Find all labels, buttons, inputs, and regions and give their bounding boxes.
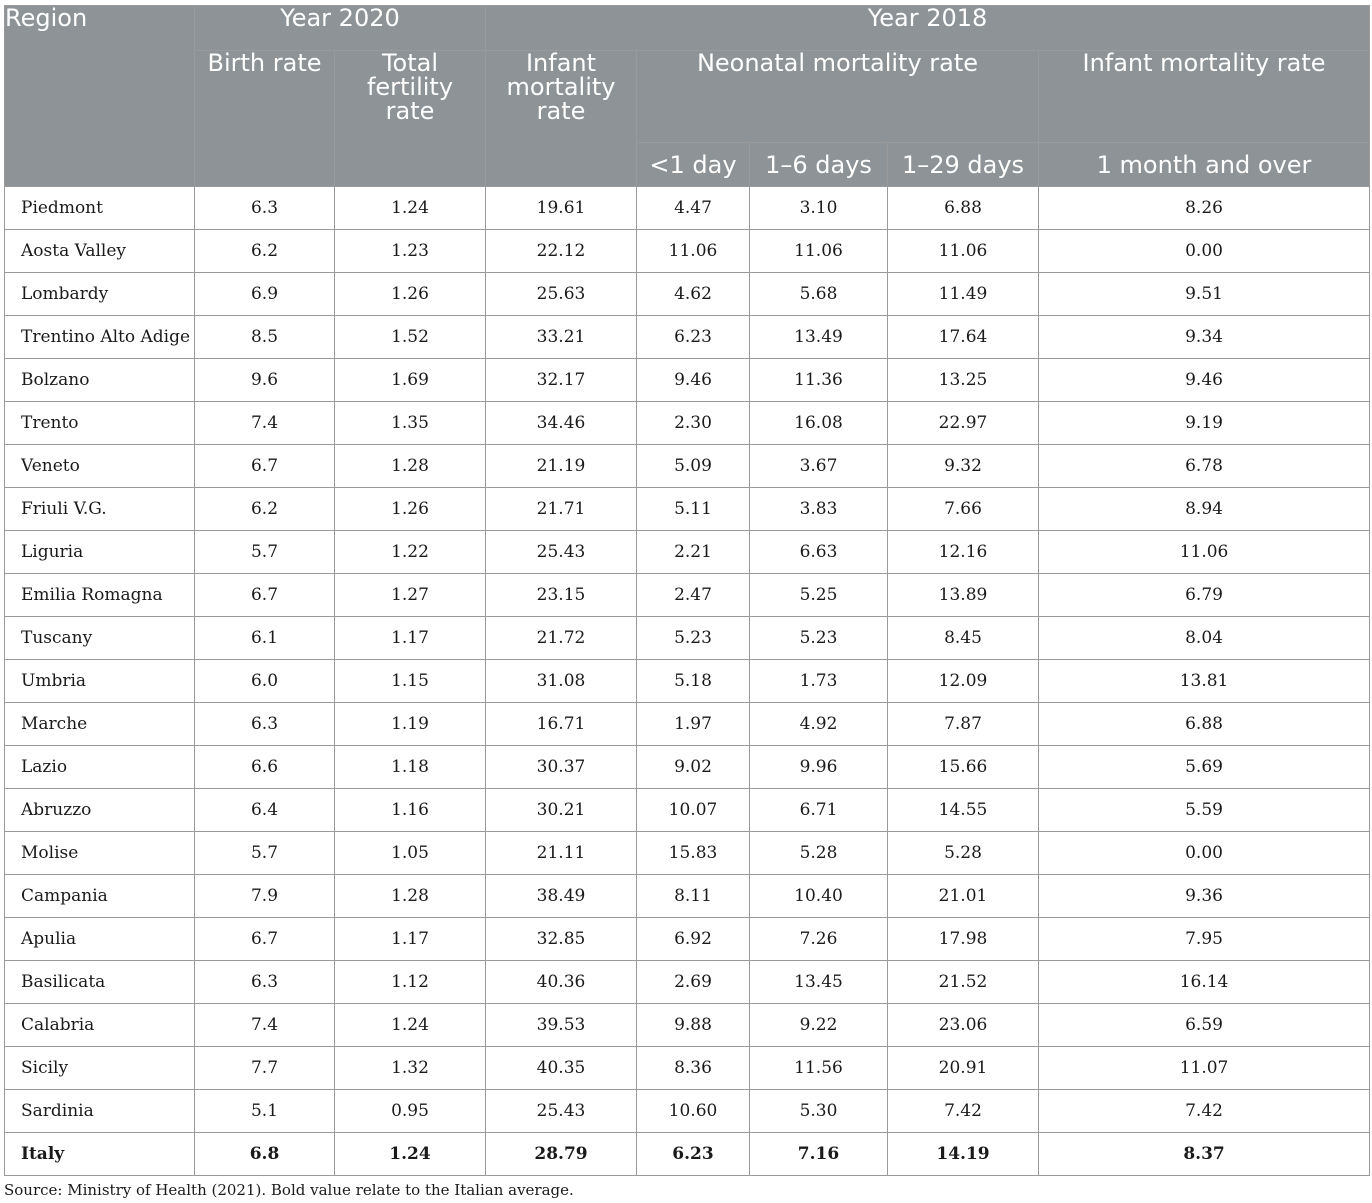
cell-neonatal-1-29-days: 8.45 xyxy=(888,617,1039,660)
cell-region: Aosta Valley xyxy=(5,230,195,273)
cell-neonatal-1-29-days: 6.88 xyxy=(888,187,1039,230)
cell-infant-mortality-rate: 30.21 xyxy=(486,789,637,832)
cell-neonatal-lt-1-day: 2.69 xyxy=(637,961,750,1004)
cell-total-fertility-rate: 1.69 xyxy=(335,359,486,402)
source-note: Source: Ministry of Health (2021). Bold value relate to the Italian average. xyxy=(4,1181,574,1199)
header-1-6-days: 1–6 days xyxy=(750,143,888,187)
cell-neonatal-1-6-days: 9.22 xyxy=(750,1004,888,1047)
table-row xyxy=(5,531,1370,574)
cell-total-fertility-rate: 1.19 xyxy=(335,703,486,746)
table-row xyxy=(5,918,1370,961)
table-row xyxy=(5,1090,1370,1133)
cell-neonatal-1-29-days: 17.64 xyxy=(888,316,1039,359)
cell-neonatal-1-29-days: 13.25 xyxy=(888,359,1039,402)
table-row xyxy=(5,445,1370,488)
table-row xyxy=(5,875,1370,918)
cell-total-fertility-rate: 1.32 xyxy=(335,1047,486,1090)
cell-total-fertility-rate: 1.23 xyxy=(335,230,486,273)
cell-region: Campania xyxy=(5,875,195,918)
cell-birth-rate: 6.2 xyxy=(195,230,335,273)
cell-total-fertility-rate: 1.27 xyxy=(335,574,486,617)
cell-neonatal-1-6-days: 7.16 xyxy=(750,1133,888,1176)
cell-neonatal-lt-1-day: 5.23 xyxy=(637,617,750,660)
cell-total-fertility-rate: 1.26 xyxy=(335,488,486,531)
cell-infant-mortality-1-month-plus: 9.51 xyxy=(1039,273,1370,316)
cell-region: Trento xyxy=(5,402,195,445)
cell-birth-rate: 6.7 xyxy=(195,918,335,961)
cell-infant-mortality-1-month-plus: 11.07 xyxy=(1039,1047,1370,1090)
cell-region: Piedmont xyxy=(5,187,195,230)
table-row xyxy=(5,187,1370,230)
cell-region: Sardinia xyxy=(5,1090,195,1133)
cell-birth-rate: 7.4 xyxy=(195,1004,335,1047)
cell-birth-rate: 6.9 xyxy=(195,273,335,316)
cell-total-fertility-rate: 1.12 xyxy=(335,961,486,1004)
cell-total-fertility-rate: 1.18 xyxy=(335,746,486,789)
cell-region: Italy xyxy=(5,1133,195,1176)
cell-total-fertility-rate: 1.35 xyxy=(335,402,486,445)
cell-neonatal-1-6-days: 10.40 xyxy=(750,875,888,918)
cell-region: Molise xyxy=(5,832,195,875)
cell-neonatal-1-29-days: 11.49 xyxy=(888,273,1039,316)
cell-neonatal-lt-1-day: 10.07 xyxy=(637,789,750,832)
cell-infant-mortality-rate: 16.71 xyxy=(486,703,637,746)
cell-infant-mortality-rate: 25.63 xyxy=(486,273,637,316)
header-lt-1-day: <1 day xyxy=(637,143,750,187)
cell-region: Tuscany xyxy=(5,617,195,660)
table-row xyxy=(5,230,1370,273)
cell-infant-mortality-1-month-plus: 11.06 xyxy=(1039,531,1370,574)
cell-neonatal-1-29-days: 14.55 xyxy=(888,789,1039,832)
table-row xyxy=(5,703,1370,746)
cell-birth-rate: 5.1 xyxy=(195,1090,335,1133)
cell-neonatal-1-6-days: 9.96 xyxy=(750,746,888,789)
cell-neonatal-1-29-days: 12.09 xyxy=(888,660,1039,703)
cell-total-fertility-rate: 1.24 xyxy=(335,187,486,230)
cell-infant-mortality-1-month-plus: 16.14 xyxy=(1039,961,1370,1004)
cell-infant-mortality-1-month-plus: 6.59 xyxy=(1039,1004,1370,1047)
table-row xyxy=(5,1047,1370,1090)
cell-neonatal-1-6-days: 5.68 xyxy=(750,273,888,316)
cell-neonatal-1-6-days: 1.73 xyxy=(750,660,888,703)
cell-neonatal-lt-1-day: 1.97 xyxy=(637,703,750,746)
cell-neonatal-1-6-days: 4.92 xyxy=(750,703,888,746)
cell-infant-mortality-rate: 28.79 xyxy=(486,1133,637,1176)
cell-neonatal-lt-1-day: 8.11 xyxy=(637,875,750,918)
table-row xyxy=(5,660,1370,703)
header-neonatal-mortality-rate: Neonatal mortality rate xyxy=(637,51,1039,143)
cell-neonatal-lt-1-day: 5.11 xyxy=(637,488,750,531)
cell-infant-mortality-rate: 32.17 xyxy=(486,359,637,402)
cell-birth-rate: 6.0 xyxy=(195,660,335,703)
cell-infant-mortality-rate: 22.12 xyxy=(486,230,637,273)
cell-neonatal-lt-1-day: 2.21 xyxy=(637,531,750,574)
cell-total-fertility-rate: 1.24 xyxy=(335,1133,486,1176)
cell-birth-rate: 6.3 xyxy=(195,703,335,746)
cell-neonatal-lt-1-day: 10.60 xyxy=(637,1090,750,1133)
cell-region: Emilia Romagna xyxy=(5,574,195,617)
cell-infant-mortality-rate: 32.85 xyxy=(486,918,637,961)
cell-region: Liguria xyxy=(5,531,195,574)
cell-neonatal-1-6-days: 5.30 xyxy=(750,1090,888,1133)
cell-birth-rate: 6.7 xyxy=(195,574,335,617)
cell-birth-rate: 7.9 xyxy=(195,875,335,918)
header-total-fertility-rate-text: Total fertility rate xyxy=(366,49,454,125)
cell-neonatal-1-6-days: 16.08 xyxy=(750,402,888,445)
cell-infant-mortality-rate: 31.08 xyxy=(486,660,637,703)
table-body xyxy=(5,187,1370,1176)
cell-neonatal-1-29-days: 23.06 xyxy=(888,1004,1039,1047)
cell-infant-mortality-rate: 21.11 xyxy=(486,832,637,875)
cell-birth-rate: 6.3 xyxy=(195,187,335,230)
table-row xyxy=(5,789,1370,832)
table-row xyxy=(5,617,1370,660)
cell-region: Veneto xyxy=(5,445,195,488)
cell-infant-mortality-rate: 38.49 xyxy=(486,875,637,918)
cell-neonatal-1-29-days: 21.52 xyxy=(888,961,1039,1004)
cell-region: Calabria xyxy=(5,1004,195,1047)
cell-total-fertility-rate: 1.22 xyxy=(335,531,486,574)
cell-total-fertility-rate: 0.95 xyxy=(335,1090,486,1133)
cell-total-fertility-rate: 1.15 xyxy=(335,660,486,703)
cell-infant-mortality-1-month-plus: 9.34 xyxy=(1039,316,1370,359)
table-row xyxy=(5,359,1370,402)
cell-birth-rate: 9.6 xyxy=(195,359,335,402)
cell-total-fertility-rate: 1.52 xyxy=(335,316,486,359)
cell-total-fertility-rate: 1.26 xyxy=(335,273,486,316)
cell-total-fertility-rate: 1.28 xyxy=(335,875,486,918)
cell-neonatal-lt-1-day: 8.36 xyxy=(637,1047,750,1090)
cell-neonatal-lt-1-day: 9.02 xyxy=(637,746,750,789)
cell-neonatal-lt-1-day: 15.83 xyxy=(637,832,750,875)
table-header xyxy=(5,6,1370,187)
cell-neonatal-1-29-days: 9.32 xyxy=(888,445,1039,488)
cell-infant-mortality-1-month-plus: 6.88 xyxy=(1039,703,1370,746)
cell-region: Abruzzo xyxy=(5,789,195,832)
header-region: Region xyxy=(5,6,195,187)
cell-neonatal-1-6-days: 3.67 xyxy=(750,445,888,488)
cell-birth-rate: 7.7 xyxy=(195,1047,335,1090)
cell-infant-mortality-rate: 25.43 xyxy=(486,1090,637,1133)
cell-region: Sicily xyxy=(5,1047,195,1090)
cell-neonatal-lt-1-day: 6.23 xyxy=(637,316,750,359)
cell-infant-mortality-rate: 40.35 xyxy=(486,1047,637,1090)
cell-infant-mortality-1-month-plus: 9.19 xyxy=(1039,402,1370,445)
header-infant-mortality-rate-2018: Infant mortality rate xyxy=(1039,51,1370,143)
cell-birth-rate: 6.4 xyxy=(195,789,335,832)
mortality-table xyxy=(4,5,1370,1176)
cell-birth-rate: 6.6 xyxy=(195,746,335,789)
cell-birth-rate: 6.3 xyxy=(195,961,335,1004)
table-row xyxy=(5,746,1370,789)
cell-infant-mortality-rate: 23.15 xyxy=(486,574,637,617)
cell-infant-mortality-1-month-plus: 9.46 xyxy=(1039,359,1370,402)
cell-neonatal-lt-1-day: 2.47 xyxy=(637,574,750,617)
cell-neonatal-1-6-days: 11.06 xyxy=(750,230,888,273)
cell-neonatal-lt-1-day: 4.62 xyxy=(637,273,750,316)
cell-neonatal-1-6-days: 5.28 xyxy=(750,832,888,875)
cell-infant-mortality-1-month-plus: 8.04 xyxy=(1039,617,1370,660)
cell-region: Umbria xyxy=(5,660,195,703)
header-1-month-and-over: 1 month and over xyxy=(1039,143,1370,187)
cell-neonatal-1-6-days: 6.63 xyxy=(750,531,888,574)
header-year-2018: Year 2018 xyxy=(486,6,1370,51)
cell-neonatal-1-6-days: 13.49 xyxy=(750,316,888,359)
cell-infant-mortality-1-month-plus: 5.59 xyxy=(1039,789,1370,832)
cell-birth-rate: 8.5 xyxy=(195,316,335,359)
table-row xyxy=(5,832,1370,875)
cell-infant-mortality-rate: 30.37 xyxy=(486,746,637,789)
cell-neonatal-lt-1-day: 5.09 xyxy=(637,445,750,488)
header-birth-rate: Birth rate xyxy=(195,51,335,187)
cell-neonatal-1-6-days: 5.23 xyxy=(750,617,888,660)
cell-total-fertility-rate: 1.24 xyxy=(335,1004,486,1047)
cell-birth-rate: 7.4 xyxy=(195,402,335,445)
cell-total-fertility-rate: 1.28 xyxy=(335,445,486,488)
cell-infant-mortality-1-month-plus: 0.00 xyxy=(1039,230,1370,273)
cell-neonatal-1-6-days: 11.36 xyxy=(750,359,888,402)
cell-birth-rate: 6.7 xyxy=(195,445,335,488)
cell-region: Lombardy xyxy=(5,273,195,316)
cell-total-fertility-rate: 1.17 xyxy=(335,617,486,660)
cell-infant-mortality-rate: 39.53 xyxy=(486,1004,637,1047)
cell-region: Bolzano xyxy=(5,359,195,402)
cell-region: Friuli V.G. xyxy=(5,488,195,531)
cell-birth-rate: 5.7 xyxy=(195,832,335,875)
cell-neonatal-1-29-days: 12.16 xyxy=(888,531,1039,574)
cell-infant-mortality-1-month-plus: 13.81 xyxy=(1039,660,1370,703)
cell-infant-mortality-1-month-plus: 8.94 xyxy=(1039,488,1370,531)
cell-neonatal-1-6-days: 7.26 xyxy=(750,918,888,961)
cell-infant-mortality-rate: 34.46 xyxy=(486,402,637,445)
table-row xyxy=(5,1004,1370,1047)
table-row-total xyxy=(5,1133,1370,1176)
table-row xyxy=(5,961,1370,1004)
cell-infant-mortality-rate: 21.19 xyxy=(486,445,637,488)
cell-infant-mortality-1-month-plus: 6.79 xyxy=(1039,574,1370,617)
cell-region: Basilicata xyxy=(5,961,195,1004)
cell-neonatal-1-29-days: 7.42 xyxy=(888,1090,1039,1133)
cell-total-fertility-rate: 1.17 xyxy=(335,918,486,961)
cell-neonatal-1-29-days: 7.87 xyxy=(888,703,1039,746)
cell-birth-rate: 6.8 xyxy=(195,1133,335,1176)
cell-total-fertility-rate: 1.16 xyxy=(335,789,486,832)
cell-neonatal-1-29-days: 15.66 xyxy=(888,746,1039,789)
table-row xyxy=(5,574,1370,617)
cell-neonatal-lt-1-day: 2.30 xyxy=(637,402,750,445)
table-row xyxy=(5,402,1370,445)
cell-region: Lazio xyxy=(5,746,195,789)
cell-infant-mortality-rate: 40.36 xyxy=(486,961,637,1004)
cell-infant-mortality-1-month-plus: 6.78 xyxy=(1039,445,1370,488)
cell-neonatal-1-29-days: 7.66 xyxy=(888,488,1039,531)
cell-infant-mortality-1-month-plus: 8.37 xyxy=(1039,1133,1370,1176)
cell-neonatal-lt-1-day: 4.47 xyxy=(637,187,750,230)
cell-birth-rate: 6.2 xyxy=(195,488,335,531)
cell-neonatal-1-29-days: 21.01 xyxy=(888,875,1039,918)
cell-infant-mortality-1-month-plus: 0.00 xyxy=(1039,832,1370,875)
cell-infant-mortality-1-month-plus: 8.26 xyxy=(1039,187,1370,230)
header-infant-mortality-rate-text: Infant mortality rate xyxy=(506,49,616,125)
cell-neonatal-lt-1-day: 6.92 xyxy=(637,918,750,961)
cell-region: Marche xyxy=(5,703,195,746)
table-row xyxy=(5,316,1370,359)
cell-neonatal-lt-1-day: 11.06 xyxy=(637,230,750,273)
cell-neonatal-1-29-days: 5.28 xyxy=(888,832,1039,875)
cell-neonatal-lt-1-day: 6.23 xyxy=(637,1133,750,1176)
cell-neonatal-lt-1-day: 9.88 xyxy=(637,1004,750,1047)
table-row xyxy=(5,488,1370,531)
header-1-29-days: 1–29 days xyxy=(888,143,1039,187)
cell-neonatal-1-29-days: 14.19 xyxy=(888,1133,1039,1176)
cell-neonatal-1-6-days: 3.10 xyxy=(750,187,888,230)
cell-total-fertility-rate: 1.05 xyxy=(335,832,486,875)
cell-neonatal-1-6-days: 13.45 xyxy=(750,961,888,1004)
cell-neonatal-1-6-days: 3.83 xyxy=(750,488,888,531)
cell-neonatal-1-6-days: 6.71 xyxy=(750,789,888,832)
cell-birth-rate: 5.7 xyxy=(195,531,335,574)
cell-birth-rate: 6.1 xyxy=(195,617,335,660)
cell-neonatal-lt-1-day: 5.18 xyxy=(637,660,750,703)
header-total-fertility-rate xyxy=(335,51,486,187)
cell-infant-mortality-1-month-plus: 7.95 xyxy=(1039,918,1370,961)
cell-infant-mortality-1-month-plus: 5.69 xyxy=(1039,746,1370,789)
cell-region: Apulia xyxy=(5,918,195,961)
cell-infant-mortality-rate: 21.72 xyxy=(486,617,637,660)
cell-infant-mortality-rate: 19.61 xyxy=(486,187,637,230)
cell-infant-mortality-1-month-plus: 7.42 xyxy=(1039,1090,1370,1133)
cell-infant-mortality-rate: 21.71 xyxy=(486,488,637,531)
cell-neonatal-1-29-days: 11.06 xyxy=(888,230,1039,273)
header-year-2020: Year 2020 xyxy=(195,6,486,51)
cell-infant-mortality-1-month-plus: 9.36 xyxy=(1039,875,1370,918)
table-row xyxy=(5,273,1370,316)
cell-neonatal-1-29-days: 22.97 xyxy=(888,402,1039,445)
cell-infant-mortality-rate: 33.21 xyxy=(486,316,637,359)
cell-neonatal-1-6-days: 11.56 xyxy=(750,1047,888,1090)
cell-infant-mortality-rate: 25.43 xyxy=(486,531,637,574)
cell-neonatal-1-29-days: 13.89 xyxy=(888,574,1039,617)
cell-region: Trentino Alto Adige xyxy=(5,316,195,359)
cell-neonatal-1-6-days: 5.25 xyxy=(750,574,888,617)
cell-neonatal-lt-1-day: 9.46 xyxy=(637,359,750,402)
cell-neonatal-1-29-days: 20.91 xyxy=(888,1047,1039,1090)
cell-neonatal-1-29-days: 17.98 xyxy=(888,918,1039,961)
header-infant-mortality-rate xyxy=(486,51,637,187)
